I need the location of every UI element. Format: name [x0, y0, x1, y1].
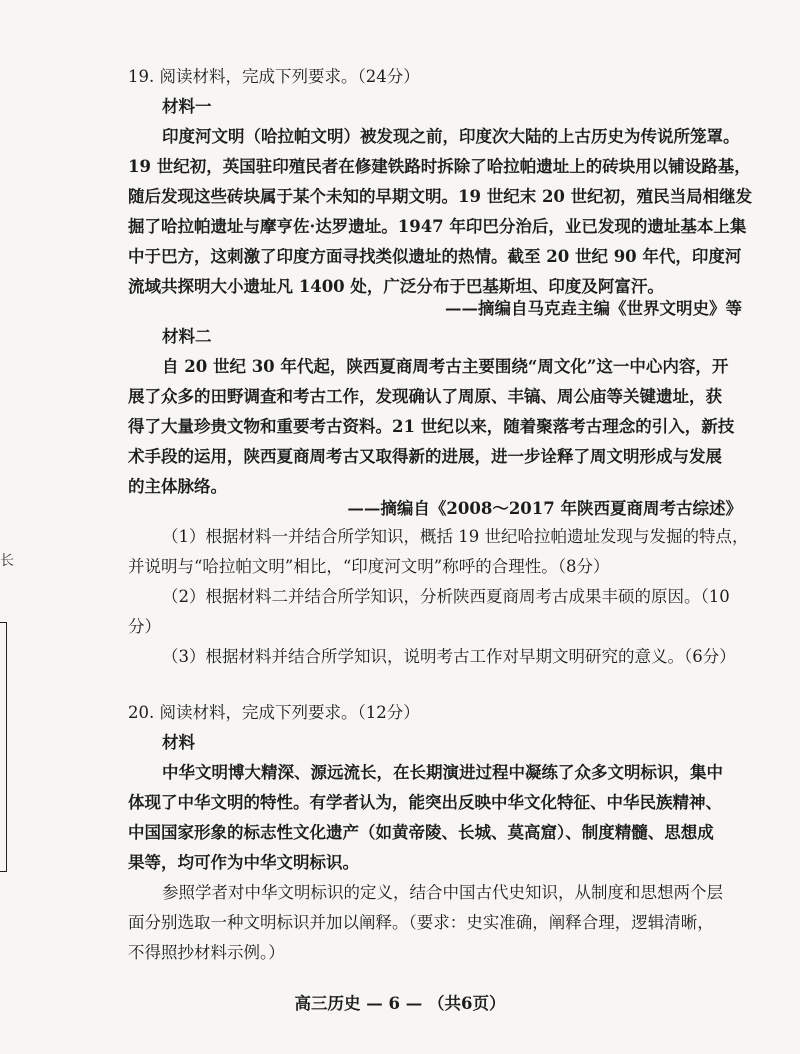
q19-m2-line: 展了众多的田野调查和考古工作，发现确认了周原、丰镐、周公庙等关键遗址，获 — [128, 387, 722, 406]
q19-m1-line: 流域共探明大小遗址凡 1400 处，广泛分布于巴基斯坦、印度及阿富汗。 — [128, 277, 664, 296]
q19-title: 19. 阅读材料，完成下列要求。（24分） — [128, 67, 420, 86]
q19-m1-line: 随后发现这些砖块属于某个未知的早期文明。19 世纪末 20 世纪初，殖民当局相继发 — [128, 187, 753, 206]
page-footer: 高三历史 — 6 — （共6页） — [294, 994, 506, 1013]
q19-task-line: （1）根据材料一并结合所学知识，概括 19 世纪哈拉帕遗址发现与发掘的特点， — [162, 527, 749, 546]
q19-m2-line: 得了大量珍贵文物和重要考古资料。21 世纪以来，随着聚落考古理念的引入，新技 — [128, 417, 735, 436]
q20-m-line: 中华文明博大精深、源远流长，在长期演进过程中凝练了众多文明标识，集中 — [162, 763, 723, 782]
q19-m2-line: 的主体脉络。 — [128, 477, 227, 496]
q20-task-line: 不得照抄材料示例。） — [128, 943, 285, 962]
q19-task-line: 分） — [128, 617, 161, 636]
q20-m-line: 果等，均可作为中华文明标识。 — [128, 853, 359, 872]
margin-binding-box — [0, 622, 7, 872]
q20-task-line: 面分别选取一种文明标识并加以阐释。（要求：史实准确，阐释合理，逻辑清晰， — [128, 913, 714, 932]
q19-task-line: （3）根据材料并结合所学知识，说明考古工作对早期文明研究的意义。（6分） — [162, 647, 736, 666]
q19-m2-line: 术手段的运用，陕西夏商周考古又取得新的进展，进一步诠释了周文明形成与发展 — [128, 447, 722, 466]
q20-m-line: 体现了中华文明的特性。有学者认为，能突出反映中华文化特征、中华民族精神、 — [128, 793, 722, 812]
q19-material1-label: 材料一 — [162, 97, 212, 116]
margin-mark: 长 — [0, 553, 14, 569]
q19-m1-line: 中于巴方，这刺激了印度方面寻找类似遗址的热情。截至 20 世纪 90 年代，印度河 — [128, 247, 742, 266]
q20-m-line: 中国国家形象的标志性文化遗产（如黄帝陵、长城、莫高窟）、制度精髓、思想成 — [128, 823, 714, 842]
q19-m2-line: 自 20 世纪 30 年代起，陕西夏商周考古主要围绕“周文化”这一中心内容，开 — [162, 357, 729, 376]
q19-material2-label: 材料二 — [162, 327, 212, 346]
q19-m1-line: 掘了哈拉帕遗址与摩亨佐·达罗遗址。1947 年印巴分治后，业已发现的遗址基本上集 — [128, 217, 747, 236]
q19-m1-source: ——摘编自马克垚主编《世界文明史》等 — [445, 299, 742, 318]
q20-material-label: 材料 — [162, 733, 195, 752]
q19-m2-source: ——摘编自《2008～2017 年陕西夏商周考古综述》 — [347, 499, 742, 518]
q20-title: 20. 阅读材料，完成下列要求。（12分） — [128, 703, 420, 722]
q19-m1-line: 19 世纪初，英国驻印殖民者在修建铁路时拆除了哈拉帕遗址上的砖块用以铺设路基， — [128, 157, 751, 176]
q19-task-line: （2）根据材料二并结合所学知识，分析陕西夏商周考古成果丰硕的原因。（10 — [162, 587, 730, 606]
q20-task-line: 参照学者对中华文明标识的定义，结合中国古代史知识，从制度和思想两个层 — [162, 883, 723, 902]
q19-task-line: 并说明与“哈拉帕文明”相比，“印度河文明”称呼的合理性。（8分） — [128, 557, 610, 576]
q19-m1-line: 印度河文明（哈拉帕文明）被发现之前，印度次大陆的上古历史为传说所笼罩。 — [162, 127, 740, 146]
